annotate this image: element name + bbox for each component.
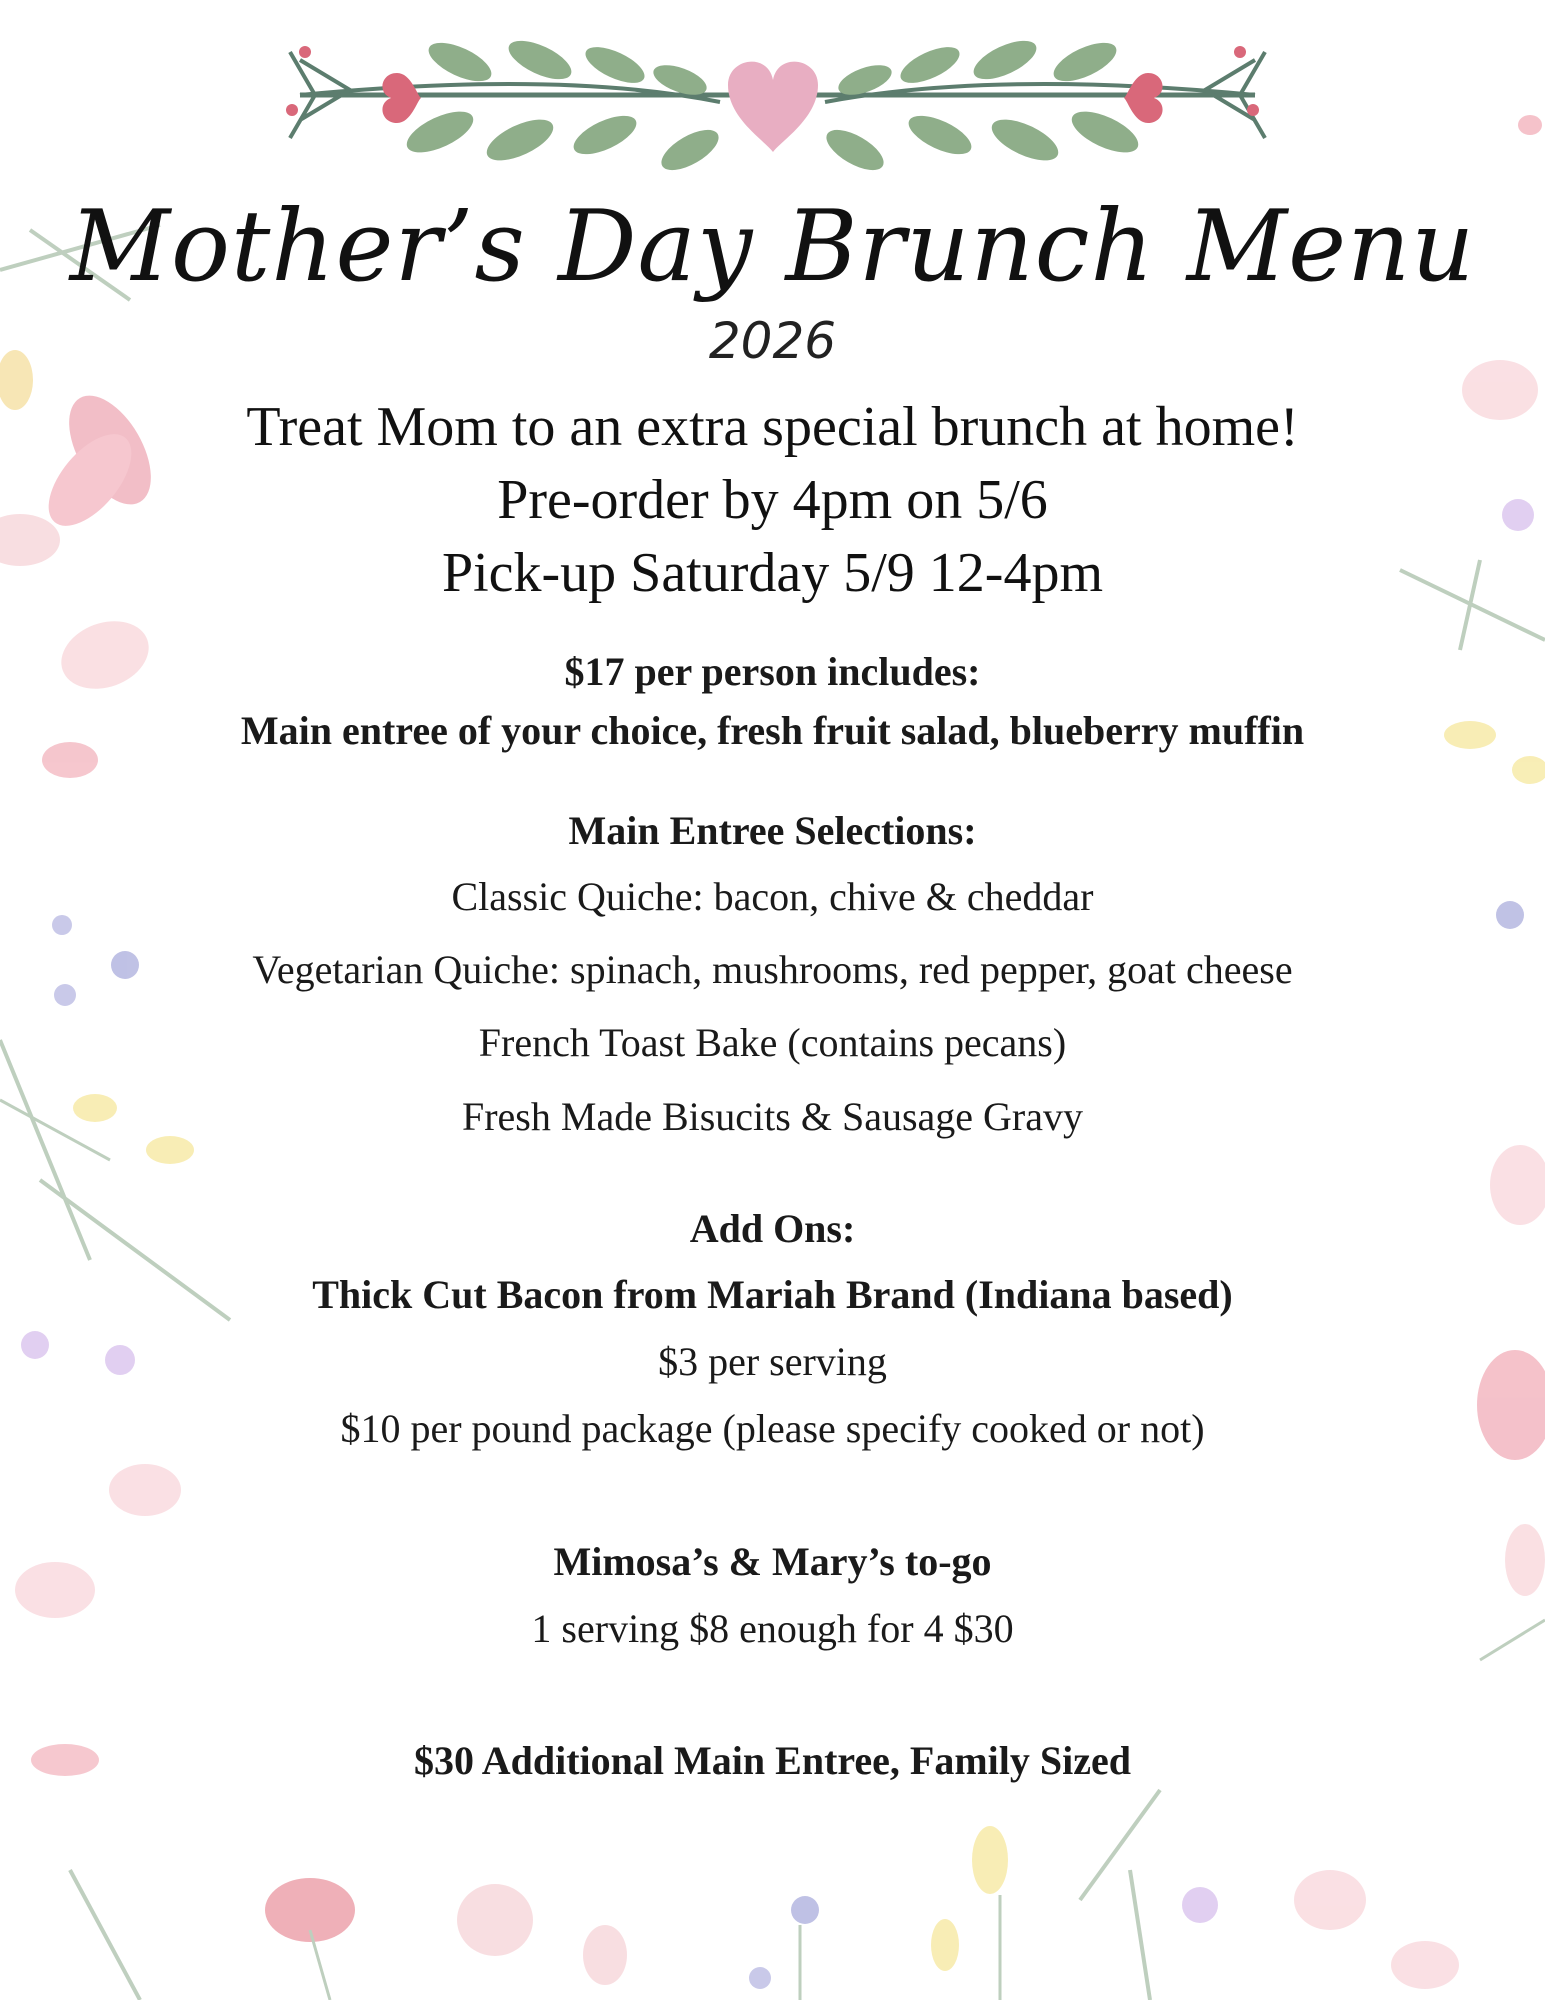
menu-title: Mother’s Day Brunch Menu (69, 190, 1476, 304)
intro-pickup: Pick-up Saturday 5/9 12-4pm (441, 542, 1104, 604)
intro-line-1: Treat Mom to an extra special brunch at home! (246, 396, 1299, 458)
addons-heading: Add Ons: (689, 1206, 856, 1251)
entree-item: Vegetarian Quiche: spinach, mushrooms, red pepper, goat cheese (252, 947, 1293, 992)
entree-item: French Toast Bake (contains pecans) (478, 1020, 1067, 1065)
bacon-heading: Thick Cut Bacon from Mariah Brand (Indiana based) (312, 1272, 1233, 1317)
price-heading: $17 per person includes: (564, 649, 981, 694)
drinks-price: 1 serving $8 enough for 4 $30 (531, 1606, 1014, 1651)
entree-heading: Main Entree Selections: (568, 808, 977, 853)
bacon-price: $10 per pound package (please specify cooked or not) (340, 1406, 1205, 1451)
drinks-heading: Mimosa’s & Mary’s to-go (553, 1539, 992, 1584)
intro-preorder: Pre-order by 4pm on 5/6 (497, 469, 1048, 531)
price-includes: Main entree of your choice, fresh fruit salad, blueberry muffin (240, 708, 1305, 753)
entree-item: Fresh Made Bisucits & Sausage Gravy (461, 1094, 1083, 1139)
bacon-price: $3 per serving (658, 1339, 887, 1384)
menu-year: 2026 (708, 312, 837, 370)
family-entree: $30 Additional Main Entree, Family Sized (413, 1738, 1132, 1783)
entree-item: Classic Quiche: bacon, chive & cheddar (451, 874, 1094, 919)
